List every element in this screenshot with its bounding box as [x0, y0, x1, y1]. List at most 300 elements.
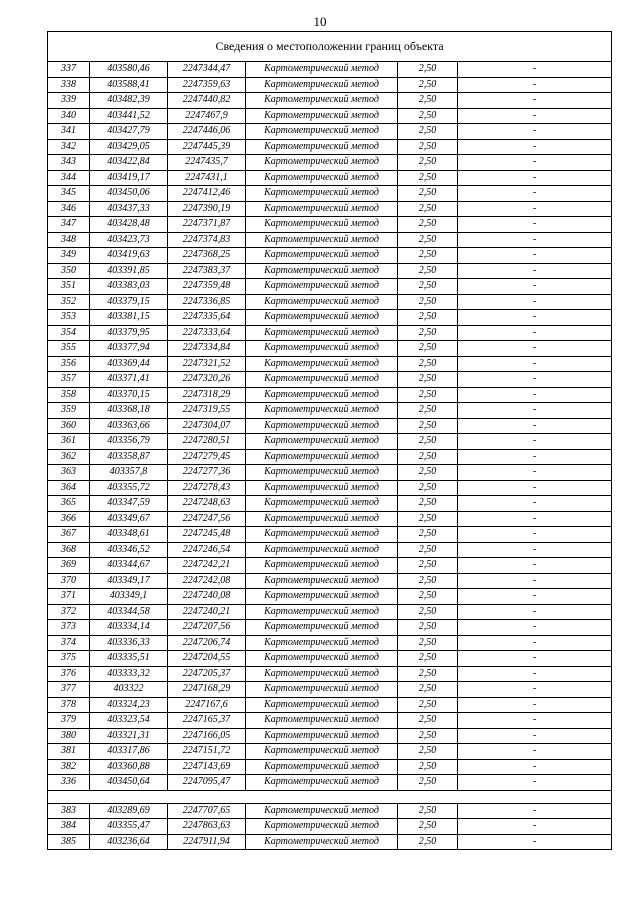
precision-cell: 2,50: [398, 759, 458, 775]
method-cell: Картометрический метод: [246, 403, 398, 419]
precision-cell: 2,50: [398, 263, 458, 279]
precision-cell: 2,50: [398, 775, 458, 791]
point-number-cell: 346: [48, 201, 90, 217]
point-number-cell: 384: [48, 819, 90, 835]
table-row: [48, 713, 612, 729]
table-row: [48, 263, 612, 279]
description-cell: -: [458, 666, 612, 682]
x-coordinate-cell: 403450,64: [90, 775, 168, 791]
precision-cell: 2,50: [398, 201, 458, 217]
method-cell: Картометрический метод: [246, 558, 398, 574]
precision-cell: 2,50: [398, 139, 458, 155]
x-coordinate-cell: 403368,18: [90, 403, 168, 419]
table-row: [48, 372, 612, 388]
x-coordinate-cell: 403379,15: [90, 294, 168, 310]
point-number-cell: 355: [48, 341, 90, 357]
y-coordinate-cell: 2247248,63: [168, 496, 246, 512]
x-coordinate-cell: 403336,33: [90, 635, 168, 651]
table-title-row: [48, 32, 612, 62]
method-cell: Картометрический метод: [246, 232, 398, 248]
method-cell: Картометрический метод: [246, 775, 398, 791]
description-cell: -: [458, 834, 612, 850]
description-cell: -: [458, 310, 612, 326]
precision-cell: 2,50: [398, 434, 458, 450]
table-row: [48, 511, 612, 527]
x-coordinate-cell: 403391,85: [90, 263, 168, 279]
point-number-cell: 341: [48, 124, 90, 140]
x-coordinate-cell: 403349,1: [90, 589, 168, 605]
x-coordinate-cell: 403370,15: [90, 387, 168, 403]
description-cell: -: [458, 589, 612, 605]
point-number-cell: 356: [48, 356, 90, 372]
table-row: [48, 697, 612, 713]
table-row: [48, 682, 612, 698]
table-row: [48, 418, 612, 434]
point-number-cell: 362: [48, 449, 90, 465]
point-number-cell: 344: [48, 170, 90, 186]
description-cell: -: [458, 124, 612, 140]
y-coordinate-cell: 2247242,08: [168, 573, 246, 589]
method-cell: Картометрический метод: [246, 604, 398, 620]
table-row: [48, 294, 612, 310]
precision-cell: 2,50: [398, 372, 458, 388]
table-row: [48, 744, 612, 760]
description-cell: -: [458, 775, 612, 791]
x-coordinate-cell: 403334,14: [90, 620, 168, 636]
description-cell: -: [458, 527, 612, 543]
method-cell: Картометрический метод: [246, 651, 398, 667]
precision-cell: 2,50: [398, 465, 458, 481]
y-coordinate-cell: 2247304,07: [168, 418, 246, 434]
point-number-cell: 380: [48, 728, 90, 744]
description-cell: -: [458, 434, 612, 450]
description-cell: -: [458, 697, 612, 713]
description-cell: -: [458, 108, 612, 124]
y-coordinate-cell: 2247440,82: [168, 93, 246, 109]
description-cell: -: [458, 496, 612, 512]
precision-cell: 2,50: [398, 325, 458, 341]
description-cell: -: [458, 372, 612, 388]
description-cell: -: [458, 604, 612, 620]
table-row: [48, 496, 612, 512]
y-coordinate-cell: 2247446,06: [168, 124, 246, 140]
method-cell: Картометрический метод: [246, 697, 398, 713]
y-coordinate-cell: 2247245,48: [168, 527, 246, 543]
method-cell: Картометрический метод: [246, 341, 398, 357]
precision-cell: 2,50: [398, 418, 458, 434]
point-number-cell: 359: [48, 403, 90, 419]
point-number-cell: 339: [48, 93, 90, 109]
y-coordinate-cell: 2247344,47: [168, 62, 246, 78]
y-coordinate-cell: 2247204,55: [168, 651, 246, 667]
method-cell: Картометрический метод: [246, 108, 398, 124]
method-cell: Картометрический метод: [246, 744, 398, 760]
x-coordinate-cell: 403349,17: [90, 573, 168, 589]
page-number: 10: [313, 14, 327, 29]
x-coordinate-cell: 403422,84: [90, 155, 168, 171]
table-row: [48, 217, 612, 233]
y-coordinate-cell: 2247911,94: [168, 834, 246, 850]
x-coordinate-cell: 403323,54: [90, 713, 168, 729]
table-row: [48, 201, 612, 217]
point-number-cell: 366: [48, 511, 90, 527]
x-coordinate-cell: 403441,52: [90, 108, 168, 124]
y-coordinate-cell: 2247435,7: [168, 155, 246, 171]
table-row: [48, 604, 612, 620]
description-cell: -: [458, 248, 612, 264]
y-coordinate-cell: 2247206,74: [168, 635, 246, 651]
table-row: [48, 775, 612, 791]
description-cell: -: [458, 542, 612, 558]
method-cell: Картометрический метод: [246, 93, 398, 109]
precision-cell: 2,50: [398, 496, 458, 512]
description-cell: -: [458, 294, 612, 310]
precision-cell: 2,50: [398, 77, 458, 93]
method-cell: Картометрический метод: [246, 77, 398, 93]
method-cell: Картометрический метод: [246, 325, 398, 341]
x-coordinate-cell: 403363,66: [90, 418, 168, 434]
y-coordinate-cell: 2247321,52: [168, 356, 246, 372]
y-coordinate-cell: 2247431,1: [168, 170, 246, 186]
y-coordinate-cell: 2247242,21: [168, 558, 246, 574]
gap-cell: [48, 790, 612, 803]
x-coordinate-cell: 403360,88: [90, 759, 168, 775]
precision-cell: 2,50: [398, 744, 458, 760]
x-coordinate-cell: 403321,31: [90, 728, 168, 744]
method-cell: Картометрический метод: [246, 728, 398, 744]
x-coordinate-cell: 403358,87: [90, 449, 168, 465]
x-coordinate-cell: 403450,06: [90, 186, 168, 202]
x-coordinate-cell: 403419,63: [90, 248, 168, 264]
x-coordinate-cell: 403355,72: [90, 480, 168, 496]
x-coordinate-cell: 403580,46: [90, 62, 168, 78]
x-coordinate-cell: 403428,48: [90, 217, 168, 233]
description-cell: -: [458, 93, 612, 109]
point-number-cell: 383: [48, 803, 90, 819]
point-number-cell: 376: [48, 666, 90, 682]
x-coordinate-cell: 403437,33: [90, 201, 168, 217]
method-cell: Картометрический метод: [246, 682, 398, 698]
x-coordinate-cell: 403383,03: [90, 279, 168, 295]
y-coordinate-cell: 2247280,51: [168, 434, 246, 450]
table-title: Сведения о местоположении границ объекта: [48, 32, 612, 62]
x-coordinate-cell: 403344,67: [90, 558, 168, 574]
precision-cell: 2,50: [398, 356, 458, 372]
description-cell: -: [458, 155, 612, 171]
x-coordinate-cell: 403379,95: [90, 325, 168, 341]
description-cell: -: [458, 635, 612, 651]
precision-cell: 2,50: [398, 387, 458, 403]
method-cell: Картометрический метод: [246, 217, 398, 233]
precision-cell: 2,50: [398, 232, 458, 248]
point-number-cell: 381: [48, 744, 90, 760]
x-coordinate-cell: 403317,86: [90, 744, 168, 760]
point-number-cell: 353: [48, 310, 90, 326]
description-cell: -: [458, 449, 612, 465]
x-coordinate-cell: 403322: [90, 682, 168, 698]
description-cell: -: [458, 139, 612, 155]
method-cell: Картометрический метод: [246, 201, 398, 217]
x-coordinate-cell: 403236,64: [90, 834, 168, 850]
method-cell: Картометрический метод: [246, 834, 398, 850]
point-number-cell: 382: [48, 759, 90, 775]
table-row: [48, 77, 612, 93]
table-row: [48, 666, 612, 682]
description-cell: -: [458, 620, 612, 636]
point-number-cell: 348: [48, 232, 90, 248]
precision-cell: 2,50: [398, 449, 458, 465]
y-coordinate-cell: 2247318,29: [168, 387, 246, 403]
precision-cell: 2,50: [398, 620, 458, 636]
precision-cell: 2,50: [398, 527, 458, 543]
method-cell: Картометрический метод: [246, 279, 398, 295]
precision-cell: 2,50: [398, 341, 458, 357]
method-cell: Картометрический метод: [246, 573, 398, 589]
precision-cell: 2,50: [398, 819, 458, 835]
method-cell: Картометрический метод: [246, 418, 398, 434]
method-cell: Картометрический метод: [246, 155, 398, 171]
precision-cell: 2,50: [398, 217, 458, 233]
precision-cell: 2,50: [398, 651, 458, 667]
table-row: [48, 589, 612, 605]
method-cell: Картометрический метод: [246, 434, 398, 450]
table-row: [48, 542, 612, 558]
x-coordinate-cell: 403588,41: [90, 77, 168, 93]
x-coordinate-cell: 403357,8: [90, 465, 168, 481]
y-coordinate-cell: 2247247,56: [168, 511, 246, 527]
y-coordinate-cell: 2247412,46: [168, 186, 246, 202]
y-coordinate-cell: 2247334,84: [168, 341, 246, 357]
description-cell: -: [458, 217, 612, 233]
description-cell: -: [458, 403, 612, 419]
point-number-cell: 368: [48, 542, 90, 558]
y-coordinate-cell: 2247240,08: [168, 589, 246, 605]
table-row: [48, 728, 612, 744]
precision-cell: 2,50: [398, 62, 458, 78]
table-row: [48, 819, 612, 835]
y-coordinate-cell: 2247240,21: [168, 604, 246, 620]
y-coordinate-cell: 2247467,9: [168, 108, 246, 124]
precision-cell: 2,50: [398, 108, 458, 124]
description-cell: -: [458, 759, 612, 775]
description-cell: -: [458, 77, 612, 93]
y-coordinate-cell: 2247168,29: [168, 682, 246, 698]
description-cell: -: [458, 387, 612, 403]
y-coordinate-cell: 2247246,54: [168, 542, 246, 558]
precision-cell: 2,50: [398, 697, 458, 713]
table-row: [48, 635, 612, 651]
point-number-cell: 378: [48, 697, 90, 713]
precision-cell: 2,50: [398, 93, 458, 109]
point-number-cell: 375: [48, 651, 90, 667]
point-number-cell: 343: [48, 155, 90, 171]
x-coordinate-cell: 403377,94: [90, 341, 168, 357]
y-coordinate-cell: 2247368,25: [168, 248, 246, 264]
description-cell: -: [458, 325, 612, 341]
point-number-cell: 349: [48, 248, 90, 264]
x-coordinate-cell: 403381,15: [90, 310, 168, 326]
point-number-cell: 363: [48, 465, 90, 481]
table-row: [48, 62, 612, 78]
precision-cell: 2,50: [398, 403, 458, 419]
method-cell: Картометрический метод: [246, 803, 398, 819]
point-number-cell: 351: [48, 279, 90, 295]
precision-cell: 2,50: [398, 682, 458, 698]
table-row: [48, 558, 612, 574]
x-coordinate-cell: 403419,17: [90, 170, 168, 186]
table-row: [48, 186, 612, 202]
method-cell: Картометрический метод: [246, 62, 398, 78]
x-coordinate-cell: 403369,44: [90, 356, 168, 372]
x-coordinate-cell: 403335,51: [90, 651, 168, 667]
y-coordinate-cell: 2247278,43: [168, 480, 246, 496]
description-cell: -: [458, 341, 612, 357]
table-row: [48, 759, 612, 775]
point-number-cell: 354: [48, 325, 90, 341]
description-cell: -: [458, 511, 612, 527]
description-cell: -: [458, 728, 612, 744]
table-row: [48, 465, 612, 481]
table-row: [48, 449, 612, 465]
precision-cell: 2,50: [398, 294, 458, 310]
x-coordinate-cell: 403356,79: [90, 434, 168, 450]
method-cell: Картометрический метод: [246, 511, 398, 527]
point-number-cell: 369: [48, 558, 90, 574]
x-coordinate-cell: 403348,61: [90, 527, 168, 543]
table-row: [48, 93, 612, 109]
x-coordinate-cell: 403349,67: [90, 511, 168, 527]
method-cell: Картометрический метод: [246, 248, 398, 264]
x-coordinate-cell: 403324,23: [90, 697, 168, 713]
precision-cell: 2,50: [398, 558, 458, 574]
table-row: [48, 310, 612, 326]
point-number-cell: 352: [48, 294, 90, 310]
y-coordinate-cell: 2247383,37: [168, 263, 246, 279]
table-row: [48, 651, 612, 667]
method-cell: Картометрический метод: [246, 294, 398, 310]
precision-cell: 2,50: [398, 248, 458, 264]
method-cell: Картометрический метод: [246, 542, 398, 558]
precision-cell: 2,50: [398, 511, 458, 527]
method-cell: Картометрический метод: [246, 465, 398, 481]
x-coordinate-cell: 403429,05: [90, 139, 168, 155]
table-row: [48, 232, 612, 248]
y-coordinate-cell: 2247143,69: [168, 759, 246, 775]
description-cell: -: [458, 819, 612, 835]
description-cell: -: [458, 418, 612, 434]
point-number-cell: 379: [48, 713, 90, 729]
precision-cell: 2,50: [398, 279, 458, 295]
point-number-cell: 372: [48, 604, 90, 620]
point-number-cell: 340: [48, 108, 90, 124]
table-row: [48, 480, 612, 496]
method-cell: Картометрический метод: [246, 589, 398, 605]
table-row: [48, 124, 612, 140]
method-cell: Картометрический метод: [246, 186, 398, 202]
precision-cell: 2,50: [398, 604, 458, 620]
y-coordinate-cell: 2247151,72: [168, 744, 246, 760]
table-row: [48, 279, 612, 295]
x-coordinate-cell: 403346,52: [90, 542, 168, 558]
description-cell: -: [458, 279, 612, 295]
description-cell: -: [458, 803, 612, 819]
description-cell: -: [458, 480, 612, 496]
precision-cell: 2,50: [398, 124, 458, 140]
x-coordinate-cell: 403482,39: [90, 93, 168, 109]
y-coordinate-cell: 2247207,56: [168, 620, 246, 636]
point-number-cell: 361: [48, 434, 90, 450]
description-cell: -: [458, 186, 612, 202]
y-coordinate-cell: 2247167,6: [168, 697, 246, 713]
y-coordinate-cell: 2247445,39: [168, 139, 246, 155]
precision-cell: 2,50: [398, 666, 458, 682]
y-coordinate-cell: 2247165,37: [168, 713, 246, 729]
x-coordinate-cell: 403423,73: [90, 232, 168, 248]
method-cell: Картометрический метод: [246, 496, 398, 512]
y-coordinate-cell: 2247359,48: [168, 279, 246, 295]
table-row: [48, 170, 612, 186]
y-coordinate-cell: 2247279,45: [168, 449, 246, 465]
point-number-cell: 365: [48, 496, 90, 512]
point-number-cell: 374: [48, 635, 90, 651]
description-cell: -: [458, 465, 612, 481]
x-coordinate-cell: 403344,58: [90, 604, 168, 620]
precision-cell: 2,50: [398, 542, 458, 558]
table-gap-row: [48, 790, 612, 803]
precision-cell: 2,50: [398, 728, 458, 744]
table-row: [48, 803, 612, 819]
y-coordinate-cell: 2247095,47: [168, 775, 246, 791]
method-cell: Картометрический метод: [246, 449, 398, 465]
method-cell: Картометрический метод: [246, 759, 398, 775]
precision-cell: 2,50: [398, 170, 458, 186]
y-coordinate-cell: 2247371,87: [168, 217, 246, 233]
precision-cell: 2,50: [398, 310, 458, 326]
x-coordinate-cell: 403333,32: [90, 666, 168, 682]
point-number-cell: 373: [48, 620, 90, 636]
method-cell: Картометрический метод: [246, 819, 398, 835]
description-cell: -: [458, 201, 612, 217]
y-coordinate-cell: 2247374,83: [168, 232, 246, 248]
precision-cell: 2,50: [398, 155, 458, 171]
description-cell: -: [458, 263, 612, 279]
method-cell: Картометрический метод: [246, 372, 398, 388]
table-row: [48, 108, 612, 124]
point-number-cell: 337: [48, 62, 90, 78]
point-number-cell: 345: [48, 186, 90, 202]
y-coordinate-cell: 2247359,63: [168, 77, 246, 93]
y-coordinate-cell: 2247166,05: [168, 728, 246, 744]
description-cell: -: [458, 232, 612, 248]
precision-cell: 2,50: [398, 635, 458, 651]
description-cell: -: [458, 62, 612, 78]
point-number-cell: 336: [48, 775, 90, 791]
y-coordinate-cell: 2247319,55: [168, 403, 246, 419]
table-row: [48, 248, 612, 264]
y-coordinate-cell: 2247707,65: [168, 803, 246, 819]
method-cell: Картометрический метод: [246, 263, 398, 279]
precision-cell: 2,50: [398, 803, 458, 819]
description-cell: -: [458, 744, 612, 760]
table-row: [48, 356, 612, 372]
method-cell: Картометрический метод: [246, 124, 398, 140]
method-cell: Картометрический метод: [246, 713, 398, 729]
precision-cell: 2,50: [398, 480, 458, 496]
point-number-cell: 350: [48, 263, 90, 279]
description-cell: -: [458, 558, 612, 574]
precision-cell: 2,50: [398, 573, 458, 589]
table-row: [48, 341, 612, 357]
